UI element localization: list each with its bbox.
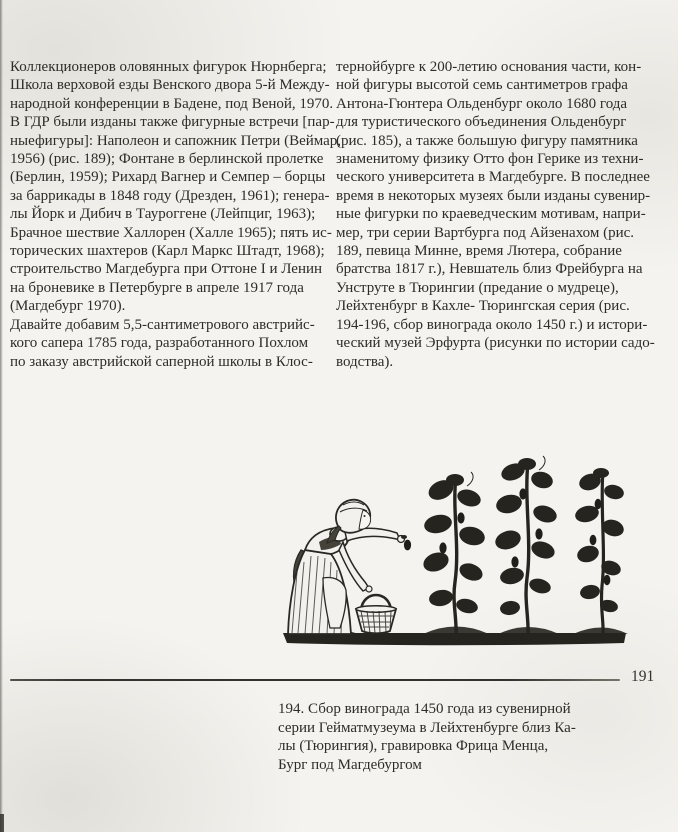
text-line: Школа верховой езды Венского двора 5-й Между- bbox=[10, 77, 330, 94]
text-column-right bbox=[336, 58, 672, 371]
text-line: (рис. 185), а также большую фигуру памятника bbox=[336, 132, 638, 149]
text-line: братства 1817 г.), Невшатель близ Фрейбурга на bbox=[336, 261, 643, 278]
text-line: кого сапера 1785 года, разработанного Похлом bbox=[10, 335, 309, 352]
text-line: Брачное шествие Халлорен (Халле 1965); пять ис- bbox=[10, 224, 332, 241]
grape-harvest-illustration bbox=[257, 450, 642, 655]
text-line: ной фигуры высотой семь сантиметров графа bbox=[336, 77, 628, 94]
text-line: лы Йорк и Дибич в Тауроггене (Лейпциг, 1963); bbox=[10, 206, 316, 223]
text-line: на броневике в Петербурге в апреле 1917 года bbox=[10, 279, 304, 296]
text-line: время в некоторых музеях были изданы сувенир- bbox=[336, 187, 651, 204]
text-line: (Магдебург 1970). bbox=[10, 298, 126, 315]
vine-1 bbox=[421, 472, 487, 636]
text-line: В ГДР были изданы также фигурные встречи [пар- bbox=[10, 114, 335, 131]
text-line: Антона-Гюнтера Ольденбург около 1680 года bbox=[336, 95, 628, 112]
grape-bunch-in-hand bbox=[404, 540, 411, 551]
vine-3 bbox=[573, 468, 626, 636]
text-line: Унструте в Тюрингии (предание о мудреце), bbox=[336, 279, 619, 296]
figure-engraving-grape-harvest bbox=[257, 450, 642, 655]
scan-corner-artifact bbox=[0, 814, 4, 832]
text-line: серии Гейматмузеума в Лейхтенбурге близ Ка- bbox=[278, 719, 576, 736]
text-line: ческого университета в Магдебурге. В последнее bbox=[336, 169, 650, 186]
text-line: по заказу австрийской саперной школы в Клос- bbox=[10, 353, 313, 370]
text-line: Коллекционеров оловянных фигурок Нюрнберга; bbox=[10, 59, 327, 75]
text-line: Лейхтенбург в Кахле- Тюрингская серия (рис. bbox=[336, 298, 630, 315]
text-line: (Берлин, 1959); Рихард Вагнер и Семпер – борцы bbox=[10, 169, 326, 186]
text-line: строительство Магдебурга при Оттоне I и Ленин bbox=[10, 261, 323, 278]
text-line: водства). bbox=[336, 353, 394, 370]
text-line: 1956) (рис. 189); Фонтане в берлинской пролетке bbox=[10, 151, 324, 168]
text-line: мер, три серии Вартбурга под Айзенахом (рис. bbox=[336, 224, 635, 241]
text-line: торических шахтеров (Карл Маркс Штадт, 1968); bbox=[10, 243, 325, 260]
text-line: лы (Тюрингия), гравировка Фрица Менца, bbox=[278, 738, 549, 755]
text-line: Давайте добавим 5,5-сантиметрового австрийс- bbox=[10, 316, 315, 333]
text-line: ные фигурки по краеведческим мотивам, напри- bbox=[336, 206, 646, 223]
text-column-left bbox=[10, 58, 342, 371]
page-number: 191 bbox=[631, 668, 655, 685]
figure-caption bbox=[278, 700, 578, 774]
text-line: ныефигуры]: Наполеон и сапожник Петри (Веймар, bbox=[10, 132, 342, 149]
scan-edge-shadow bbox=[0, 0, 3, 832]
text-line: Бург под Магдебургом bbox=[278, 756, 422, 773]
text-line: 189, певица Минне, время Лютера, собрание bbox=[336, 243, 622, 260]
footer-rule bbox=[10, 679, 620, 681]
vine-2 bbox=[493, 456, 559, 636]
text-line: для туристического объединения Ольденбург bbox=[336, 114, 627, 131]
text-line: за баррикады в 1848 году (Дрезден, 1961); генера- bbox=[10, 187, 330, 204]
text-line: 194. Сбор винограда 1450 года из сувенирной bbox=[278, 701, 571, 717]
text-line: народной конференции в Бадене, под Веной, 1970. bbox=[10, 95, 334, 112]
basket bbox=[356, 586, 396, 633]
text-line: ческий музей Эрфурта (рисунки по истории садо- bbox=[336, 335, 655, 352]
text-line: знаменитому физику Отто фон Герике из техни- bbox=[336, 151, 644, 168]
text-line: 194-196, сбор винограда около 1450 г.) и истори- bbox=[336, 316, 648, 333]
text-line: тернойбурге к 200-летию основания части, кон- bbox=[336, 59, 642, 75]
